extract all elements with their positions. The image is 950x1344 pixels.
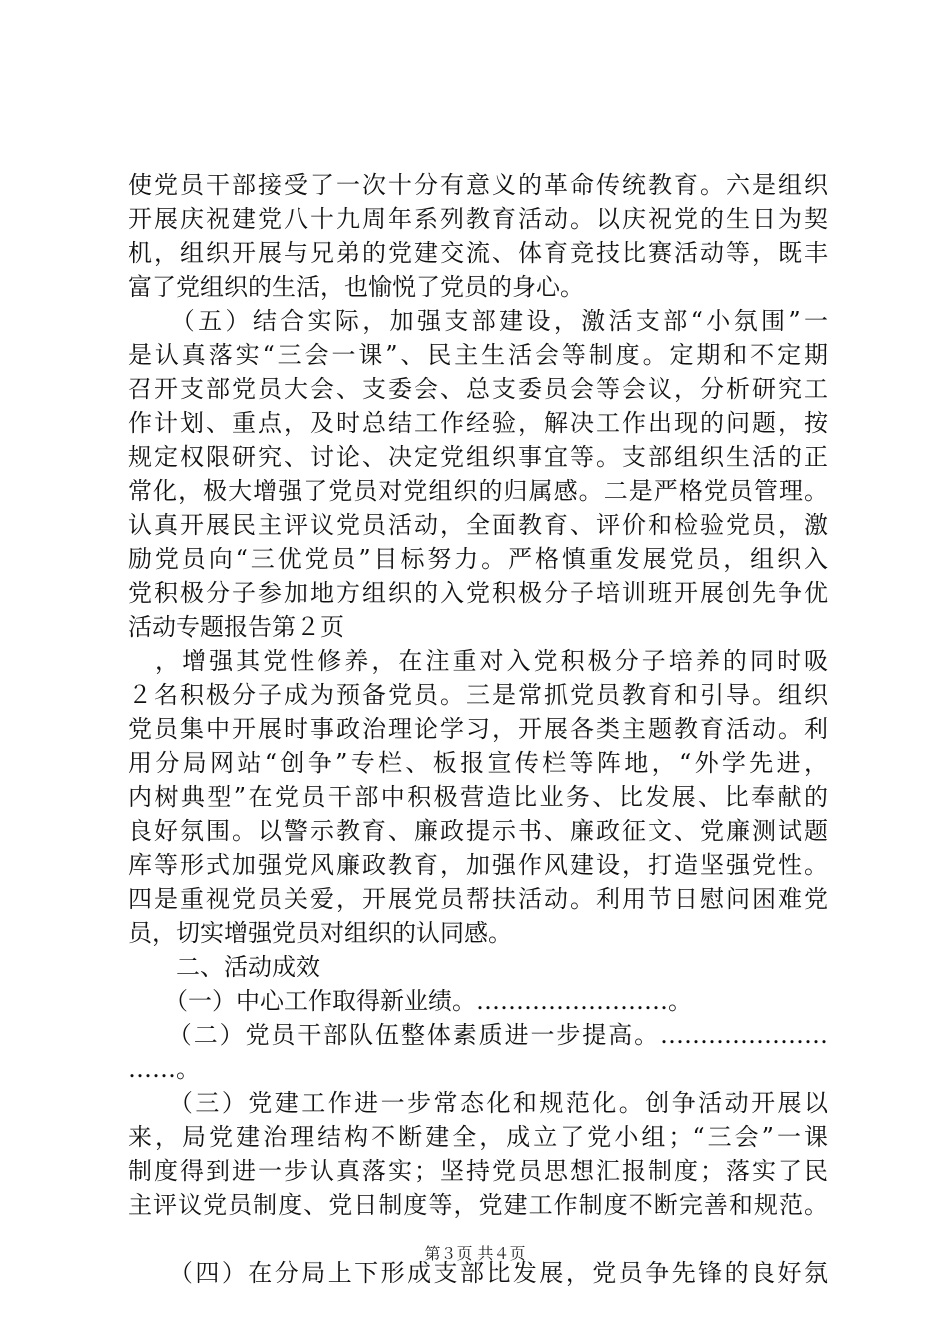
text-line: 用分局网站“创争”专栏、板报宣传栏等阵地，“外学先进， [128, 749, 828, 777]
text-line: 内树典型”在党员干部中积极营造比业务、比发展、比奉献的 [128, 783, 828, 811]
text-line: 是认真落实“三会一课”、民主生活会等制度。定期和不定期 [128, 341, 828, 369]
text-line: （二）党员干部队伍整体素质进一步提高。………………… [128, 1021, 828, 1049]
text-line: 库等形式加强党风廉政教育，加强作风建设，打造坚强党性。 [128, 851, 828, 879]
text-line: ，增强其党性修养，在注重对入党积极分子培养的同时吸 [128, 647, 828, 675]
text-line: 认真开展民主评议党员活动，全面教育、评价和检验党员，激 [128, 511, 828, 539]
text-line: 员，切实增强党员对组织的认同感。 [128, 919, 512, 947]
text-line: 良好氛围。以警示教育、廉政提示书、廉政征文、党廉测试题 [128, 817, 828, 845]
text-line: 党员集中开展时事政治理论学习，开展各类主题教育活动。利 [128, 715, 828, 743]
text-line: （四）在分局上下形成支部比发展，党员争先锋的良好氛 [128, 1259, 828, 1287]
text-line: 活动专题报告第２页 [128, 613, 344, 641]
text-line: 励党员向“三优党员”目标努力。严格慎重发展党员，组织入 [128, 545, 828, 573]
text-line: 主评议党员制度、党日制度等，党建工作制度不断完善和规范。 [128, 1191, 828, 1219]
text-line: 富了党组织的生活，也愉悦了党员的身心。 [128, 273, 584, 301]
text-line: 作计划、重点，及时总结工作经验，解决工作出现的问题，按 [128, 409, 828, 437]
document-body [128, 168, 828, 1290]
text-line: ……。 [128, 1055, 200, 1083]
text-line: 召开支部党员大会、支委会、总支委员会等会议，分析研究工 [128, 375, 828, 403]
text-line: （五）结合实际，加强支部建设，激活支部“小氛围”一 [128, 307, 828, 335]
page-number-label: 第３页 共４页 [424, 1244, 526, 1263]
text-line: 规定权限研究、讨论、决定党组织事宜等。支部组织生活的正 [128, 443, 828, 471]
text-line: 常化，极大增强了党员对党组织的归属感。二是严格党员管理。 [128, 477, 828, 505]
text-line: 使党员干部接受了一次十分有意义的革命传统教育。六是组织 [128, 171, 828, 199]
text-line: （三）党建工作进一步常态化和规范化。创争活动开展以 [128, 1089, 828, 1117]
text-line: （一）中心工作取得新业绩。……………………。 [128, 987, 692, 1015]
text-line: 四是重视党员关爱，开展党员帮扶活动。利用节日慰问困难党 [128, 885, 828, 913]
text-line: 开展庆祝建党八十九周年系列教育活动。以庆祝党的生日为契 [128, 205, 828, 233]
page-footer [0, 1244, 950, 1264]
text-line: 机，组织开展与兄弟的党建交流、体育竞技比赛活动等，既丰 [128, 239, 828, 267]
text-line: 来，局党建治理结构不断建全，成立了党小组；“三会”一课 [128, 1123, 828, 1151]
text-line: ２名积极分子成为预备党员。三是常抓党员教育和引导。组织 [128, 681, 828, 709]
text-line: 制度得到进一步认真落实；坚持党员思想汇报制度；落实了民 [128, 1157, 828, 1185]
text-line: 党积极分子参加地方组织的入党积极分子培训班开展创先争优 [128, 579, 828, 607]
section-heading: 二、活动成效 [128, 953, 320, 981]
